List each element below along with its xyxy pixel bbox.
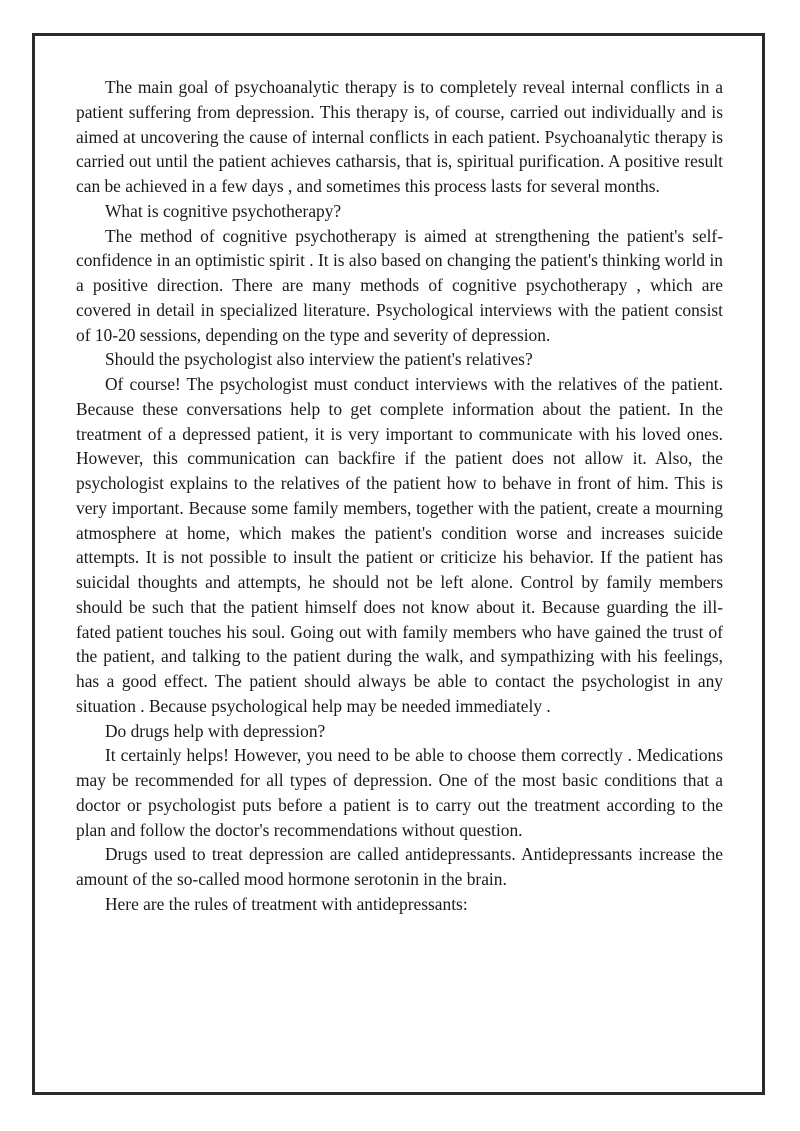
document-body bbox=[76, 75, 723, 917]
paragraph-psychoanalytic-therapy: The main goal of psychoanalytic therapy is to completely reveal internal conflicts in a patient suffering from depression. This therapy is, of course, carried out individually and is aimed at uncovering the cause of internal conflicts in each patient. Psychoanalytic therapy is carried out until the patient achieves catharsis, that is, spiritual purification. A positive result can be achieved in a few days , and sometimes this process lasts for several months. bbox=[76, 77, 723, 196]
question-drugs-help: Do drugs help with depression? bbox=[105, 720, 326, 741]
paragraph-antidepressants: Drugs used to treat depression are called antidepressants. Antidepressants increase the amount of the so-called mood hormone serotonin in the brain. bbox=[76, 844, 723, 889]
question-cognitive-psychotherapy: What is cognitive psychotherapy? bbox=[105, 200, 342, 221]
paragraph-rules-intro: Here are the rules of treatment with antidepressants: bbox=[105, 893, 468, 914]
paragraph-cognitive-psychotherapy: The method of cognitive psychotherapy is aimed at strengthening the patient's self-confidence in an optimistic spirit . It is also based on changing the patient's thinking world in a positive direction. There are many methods of cognitive psychotherapy , which are covered in detail in specialized literature. Psychological interviews with the patient consist of 10-20 sessions, depending on the type and severity of depression. bbox=[76, 225, 723, 345]
paragraph-interview-relatives: Of course! The psychologist must conduct interviews with the relatives of the patient. Because these conversations help to get complete information about the patient. In the treatment of a depressed patient, it is very important to communicate with his loved ones. However, this communication can backfire if the patient does not allow it. Also, the psychologist explains to the relatives of the patient how to behave in front of him. This is very important. Because some family members, together with the patient, create a mourning atmosphere at home, which makes the patient's condition worse and increases suicide attempts. It is not possible to insult the patient or criticize his behavior. If the patient has suicidal thoughts and attempts, he should not be left alone. Control by family members should be such that the patient himself does not know about it. Because guarding the ill-fated patient touches his soul. Going out with family members who have gained the trust of the patient, and talking to the patient during the walk, and sympathizing with his feelings, has a good effect. The patient should always be able to contact the psychologist in any situation . Because psychological help may be needed immediately . bbox=[76, 374, 723, 716]
paragraph-drugs-help: It certainly helps! However, you need to be able to choose them correctly . Medications may be recommended for all types of depression. One of the most basic conditions that a doctor or psychologist puts before a patient is to carry out the treatment according to the plan and follow the doctor's recommendations without question. bbox=[76, 745, 723, 840]
question-interview-relatives: Should the psychologist also interview the patient's relatives? bbox=[105, 349, 533, 370]
